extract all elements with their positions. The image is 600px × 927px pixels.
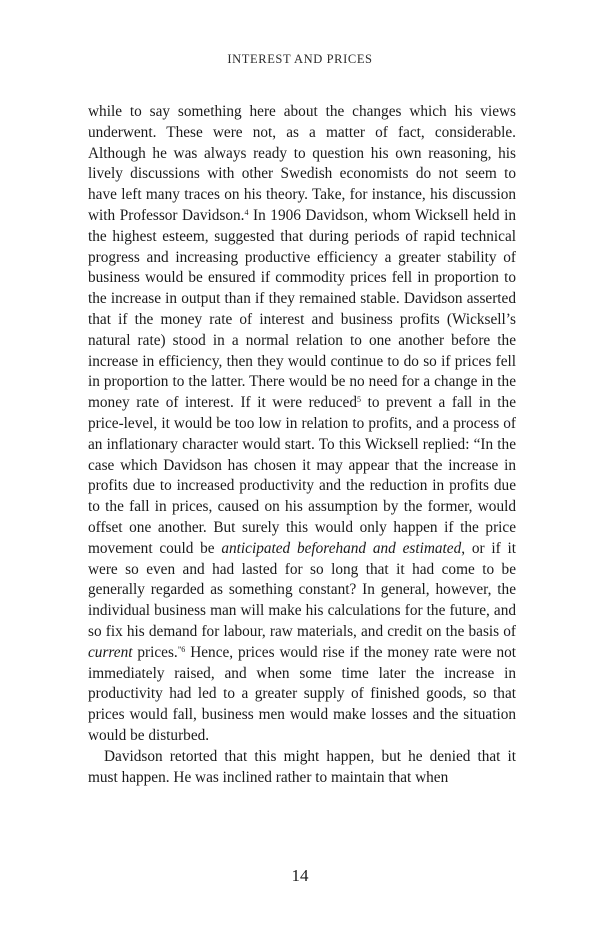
page-number: 14 (291, 866, 309, 885)
text-run: Davidson retorted that this might happen, but he denied that it must happen. He was inclined rather to maintain that when (88, 747, 516, 786)
text-run: In 1906 Davidson, whom Wicksell held in the highest esteem, suggested that during periods of rapid technical progress and increasing productive efficiency a greater stability of business would be ensured if commodity prices fell in proportion to the increase in output than if they remained stable. Davidson asserted that if the money rate of interest and business profits (Wicksell’s natural rate) stood in a normal relation to one another before the increase in efficiency, then they would continue to do so if prices fell in proportion to the latter. There would be no need for a change in the money rate of interest. If it were reduced (88, 206, 516, 412)
running-head: INTEREST AND PRICES (227, 52, 373, 66)
paragraph (88, 102, 516, 747)
text-run: , or if it were so even and had lasted for so long that it had come to be generally regarded as something constant? In general, however, the individual business man will make his calculations for the future, and so fix his demand for labour, raw materials, and credit on the basis of (88, 539, 516, 640)
footnote-marker: 5 (357, 395, 361, 405)
body-text (88, 102, 516, 788)
italic-text: anticipated beforehand and estimated (221, 539, 462, 557)
italic-text: current (88, 643, 133, 661)
text-run: while to say something here about the changes which his views underwent. These were not, as a matter of fact, considerable. Although he was always ready to question his own reasoning, his lively discussions with other Swedish economists do not seem to have left many traces on his theory. Take, for instance, his discussion with Professor Davidson. (88, 103, 516, 224)
text-run: prices. (132, 643, 178, 661)
text-run: Hence, prices would rise if the money rate were not immediately raised, and when some time later the increase in productivity had led to a greater supply of finished goods, so that prices would fall, business men would make losses and the situation would be disturbed. (88, 643, 516, 744)
footnote-marker: 4 (244, 207, 249, 217)
footnote-marker: ”6 (177, 644, 186, 654)
text-run: to prevent a fall in the price-level, it would be too low in relation to profits, and a process of an inflationary character would start. To this Wicksell replied: “In the case which Davidson has chosen it may appear that the increase in profits due to increased productivity and the reduction in profits due to the fall in prices, caused on his assumption by the former, would offset one another. But surely this would only happen if the price movement could be (88, 394, 516, 557)
paragraph (88, 747, 516, 789)
